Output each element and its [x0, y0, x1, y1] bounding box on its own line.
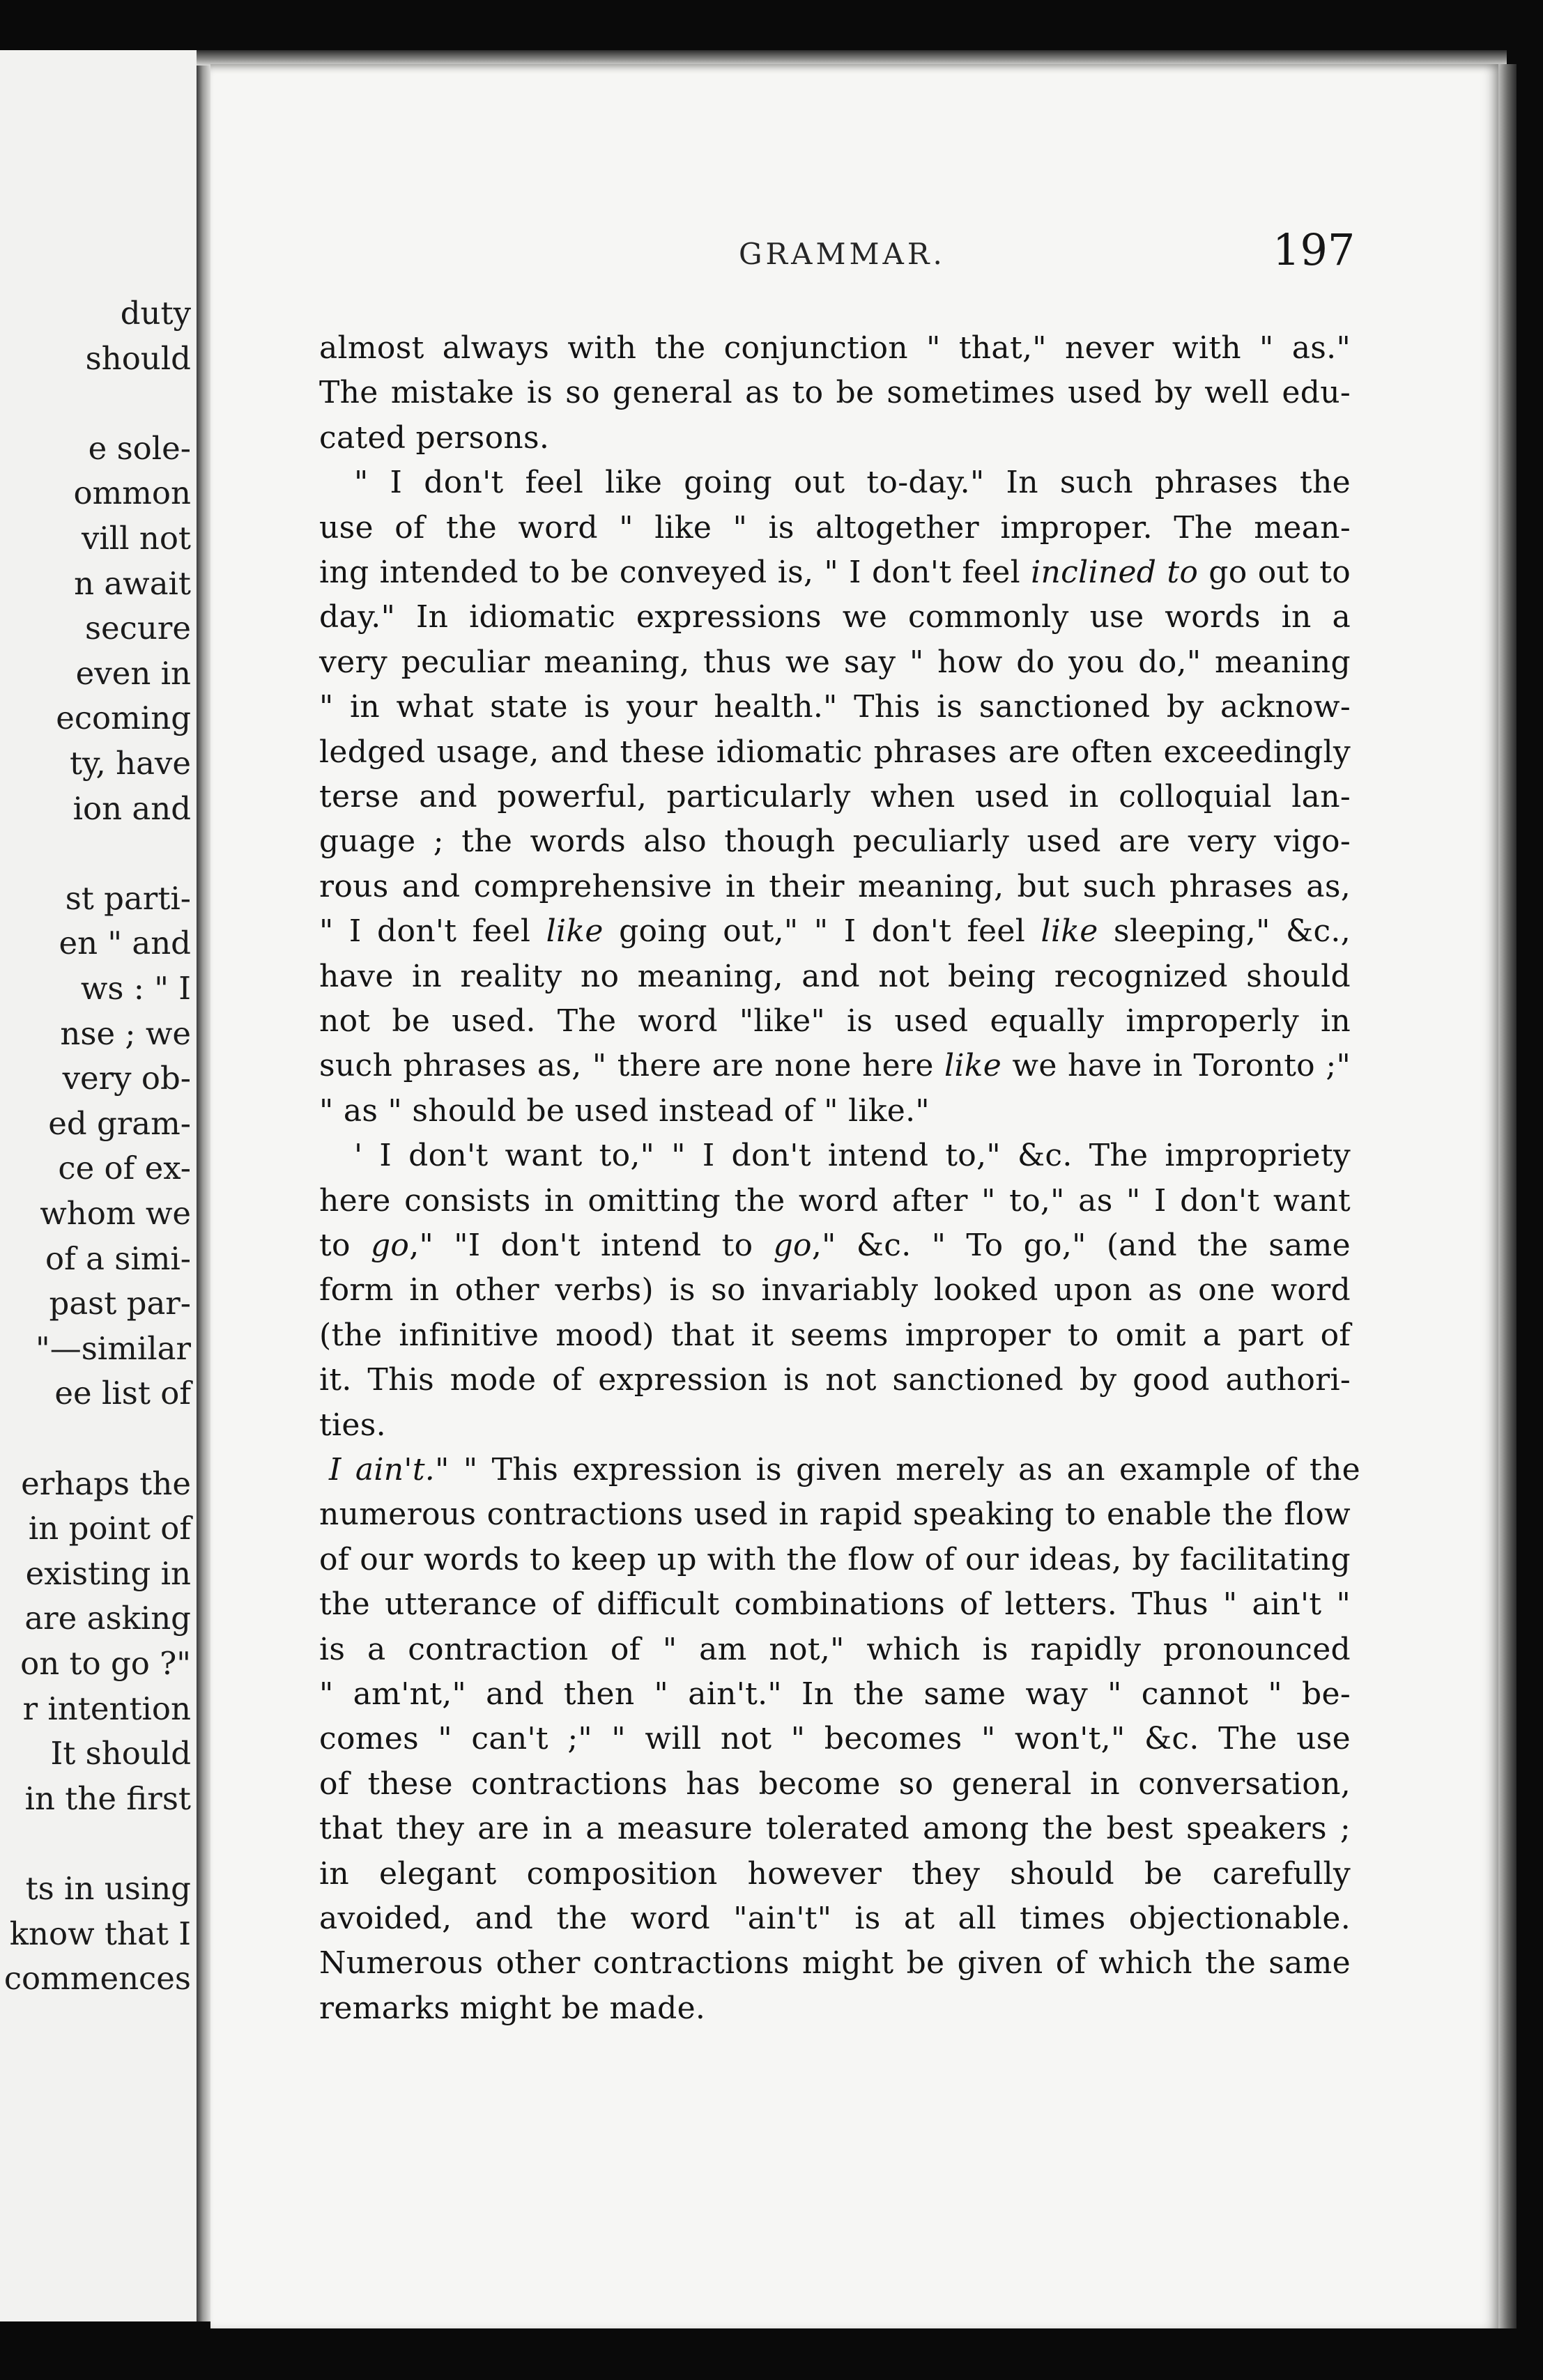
text-line: guage ; the words also though peculiarly used are very vigo-: [319, 824, 1351, 860]
text-line: in elegant composition however they should be carefully: [319, 1855, 1351, 1892]
text-line: the utterance of difficult combinations of letters. Thus " ain't ": [319, 1586, 1351, 1623]
text-line: " I don't feel like going out," " I don't feel like sleeping," &c.,: [319, 913, 1351, 950]
text-line: of these contractions has become so general in conversation,: [319, 1765, 1351, 1802]
text-line: " I don't feel like going out to-day." In such phrases the: [354, 465, 1351, 501]
facing-page-line: even in: [75, 654, 191, 692]
text-line: remarks might be made.: [319, 1990, 706, 2026]
facing-page-line: r intention: [22, 1690, 191, 1727]
text-line: almost always with the conjunction " that," never with " as.": [319, 330, 1351, 366]
facing-page-line: It should: [50, 1735, 191, 1772]
text-line: use of the word " like " is altogether improper. The mean-: [319, 509, 1351, 546]
text-line: " am'nt," and then " ain't." In the same way " cannot " be-: [319, 1676, 1351, 1712]
facing-page-line: "—similar: [36, 1329, 191, 1367]
text-line: avoided, and the word "ain't" is at all times objectionable.: [319, 1901, 1351, 1936]
facing-page-fragment: [0, 50, 197, 2321]
text-line: cated persons.: [319, 419, 550, 456]
facing-page-line: en " and: [59, 925, 191, 962]
facing-page-line: n await: [74, 564, 191, 602]
text-line: to go," "I don't intend to go," &c. " To go," (and the same: [319, 1228, 1351, 1263]
facing-page-line: on to go ?": [20, 1645, 191, 1682]
facing-page-line: ed gram-: [48, 1104, 191, 1142]
facing-page-line: ts in using: [25, 1870, 191, 1907]
text-line: (the infinitive mood) that it seems improper to omit a part of: [319, 1317, 1351, 1353]
facing-page-line: existing in: [25, 1554, 191, 1592]
facing-page-line: are asking: [24, 1600, 191, 1637]
page-edge-shadow: [1498, 64, 1517, 2328]
book-gutter: [197, 50, 210, 2321]
facing-page-line: of a simi-: [45, 1239, 191, 1277]
facing-page-line: secure: [84, 610, 191, 647]
running-head: GRAMMAR.: [739, 237, 946, 271]
facing-page-line: very ob-: [62, 1060, 191, 1097]
page-top-shadow: [197, 50, 1507, 65]
text-line: rous and comprehensive in their meaning, but such phrases as,: [319, 868, 1351, 904]
text-line: is a contraction of " am not," which is rapidly pronounced: [319, 1631, 1351, 1667]
text-line: here consists in omitting the word after " to," as " I don't want: [319, 1182, 1351, 1219]
facing-page-line: know that I: [9, 1915, 191, 1952]
text-line: Numerous other contractions might be given of which the same: [319, 1945, 1351, 1981]
facing-page-line: st parti-: [65, 879, 191, 917]
text-line: ties.: [319, 1407, 386, 1443]
text-line: day." In idiomatic expressions we commonly use words in a: [319, 599, 1351, 635]
facing-page-line: erhaps the: [21, 1465, 191, 1502]
text-line: have in reality no meaning, and not being recognized should: [319, 958, 1351, 994]
text-line: that they are in a measure tolerated among the best speakers ;: [319, 1811, 1351, 1847]
text-line: it. This mode of expression is not sanctioned by good authori-: [319, 1362, 1351, 1398]
page-number: 197: [1273, 224, 1356, 275]
text-line: The mistake is so general as to be sometimes used by well edu-: [319, 375, 1351, 411]
facing-page-line: vill not: [81, 520, 191, 557]
text-line: very peculiar meaning, thus we say " how do you do," meaning: [319, 644, 1351, 680]
facing-page-line: nse ; we: [60, 1014, 191, 1052]
text-line: such phrases as, " there are none here like we have in Toronto ;": [319, 1048, 1351, 1084]
facing-page-line: ee list of: [54, 1375, 191, 1412]
facing-page-line: commences: [3, 1960, 191, 1998]
facing-page-line: in point of: [28, 1510, 191, 1547]
text-line: " as " should be used instead of " like.": [319, 1092, 930, 1129]
text-line: of our words to keep up with the flow of our ideas, by facilitating: [319, 1541, 1351, 1577]
facing-page-line: whom we: [40, 1195, 191, 1232]
facing-page-line: ty, have: [69, 745, 191, 782]
text-line: I ain't." " This expression is given merely as an example of the: [329, 1452, 1360, 1488]
facing-page-line: ommon: [73, 474, 191, 512]
text-line: comes " can't ;" " will not " becomes " won't," &c. The use: [319, 1721, 1351, 1757]
facing-page-line: ion and: [72, 789, 191, 827]
facing-page-line: ecoming: [56, 700, 191, 737]
text-line: ledged usage, and these idiomatic phrases are often exceedingly: [319, 734, 1351, 770]
text-line: " in what state is your health." This is sanctioned by acknow-: [319, 689, 1351, 725]
text-line: ing intended to be conveyed is, " I don't feel inclined to go out to: [319, 555, 1351, 590]
text-line: form in other verbs) is so invariably looked upon as one word: [319, 1272, 1351, 1308]
facing-page-line: should: [85, 339, 191, 377]
facing-page-line: ws : " I: [80, 970, 191, 1007]
text-line: terse and powerful, particularly when used in colloquial lan-: [319, 779, 1351, 814]
facing-page-line: in the first: [24, 1779, 191, 1817]
facing-page-line: duty: [120, 295, 191, 332]
text-line: ' I don't want to," " I don't intend to," &c. The impropriety: [354, 1138, 1351, 1174]
facing-page-line: e sole-: [88, 429, 191, 467]
facing-page-line: past par-: [49, 1285, 191, 1322]
text-line: not be used. The word "like" is used equally improperly in: [319, 1003, 1351, 1039]
facing-page-line: ce of ex-: [58, 1150, 191, 1187]
text-line: numerous contractions used in rapid speaking to enable the flow: [319, 1497, 1351, 1533]
